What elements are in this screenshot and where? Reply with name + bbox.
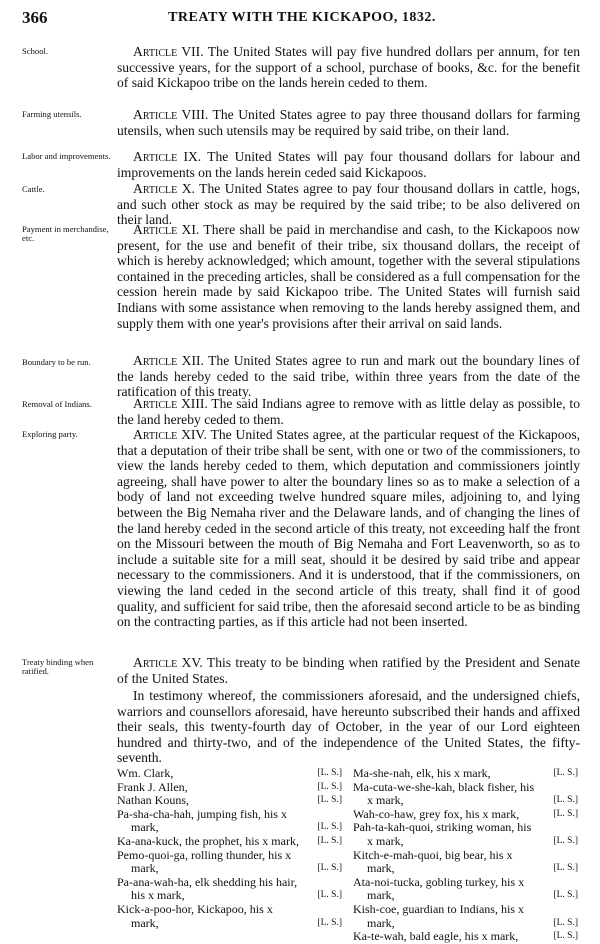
- seal-mark: [L. S.]: [317, 835, 342, 846]
- article-label: Article XIII.: [133, 396, 208, 411]
- testimony-paragraph: [117, 688, 580, 766]
- seal-mark: [L. S.]: [553, 863, 578, 874]
- article-label: Article X.: [133, 181, 195, 196]
- article-text: The United States agree to pay three thousand dollars for farming utensils, when such utensils may be required by said tribe, on their land.: [117, 107, 580, 138]
- signer-name: Kitch-e-mah-quoi, big bear, his x mark,: [353, 847, 513, 876]
- sidenote-labor: Labor and improvements.: [22, 151, 111, 161]
- article-text: The United States will pay four thousand dollars for labour and improvements on the lands herein ceded said Kickapoos.: [117, 149, 580, 180]
- article-xii: [117, 353, 580, 400]
- article-text: The United States agree, at the particular request of the Kickapoos, that a deputation of their tribe shall be sent, with one or two of the commissioners, to view the lands hereby ceded to them, which deputation and commissioners jointly agreeing, shall have power to alter the boundary lines so as to make a selection of a body of land not exceeding twelve hundred square miles, adjoining to, and lying between the Big Nemaha river and the Delaware lands, and of changing the lines of the land hereby ceded in the second article of this treaty, not exceeding half the front on the Missouri between the mouth of Big Nemaha and Fort Leavenworth, so as to include a suitable site for a mill seat, should it be desired by said tribe and appear necessary to the commissioners. And it is understood, that if the commissioners, on viewing the land ceded in the second article of this treaty, shall find it of good quality, and sufficient for said tribe, then the aforesaid second article to be as binding on the contracting parties, as if this article had not been inserted.: [117, 427, 581, 630]
- signature: [117, 903, 344, 930]
- sidenote-boundary: Boundary to be run.: [22, 357, 91, 367]
- seal-mark: [L. S.]: [317, 781, 342, 792]
- sidenote-payment: Payment in merchandise, etc.: [22, 224, 109, 243]
- signer-name: Ma-cuta-we-she-kah, black fisher, his x mark,: [353, 779, 535, 808]
- signer-name: Pah-ta-kah-quoi, striking woman, his x mark,: [353, 820, 532, 848]
- signatures-right-column: [353, 767, 580, 944]
- signature: [117, 794, 344, 808]
- signer-name: Wah-co-haw, grey fox, his x mark,: [353, 806, 520, 821]
- testimony-text: In testimony whereof, the commissioners aforesaid, and the undersigned chiefs, warriors and counsellors aforesaid, have hereunto subscribed their hands and affixed their seals, this twenty-fourth day of October, in the year of our Lord eighteen hundred and thirty-two, and of the independence of the United States, the fifty-seventh.: [117, 688, 580, 766]
- signer-name: Ata-noi-tucka, gobling turkey, his x mark,: [353, 874, 525, 903]
- signer-name: Kish-coe, guardian to Indians, his x mark,: [353, 901, 524, 930]
- signer-name: Pa-ana-wah-ha, elk shedding his hair, his x mark,: [117, 874, 298, 903]
- seal-mark: [L. S.]: [553, 931, 578, 942]
- article-label: Article VII.: [133, 44, 204, 59]
- sidenote-farming: Farming utensils.: [22, 109, 82, 119]
- seal-mark: [L. S.]: [317, 890, 342, 901]
- signature: [353, 821, 580, 848]
- signer-name: Wm. Clark,: [117, 766, 174, 780]
- signer-name: Pa-sha-cha-hah, jumping fish, his x mark,: [117, 806, 287, 835]
- seal-mark: [L. S.]: [317, 795, 342, 806]
- seal-mark: [L. S.]: [317, 917, 342, 928]
- article-text: The United States will pay five hundred dollars per annum, for ten successive years, for the support of a school, purchase of books, &c. for the benefit of said Kickapoo tribe on the lands herein ceded to them.: [117, 44, 580, 91]
- signature: [117, 808, 344, 835]
- signer-name: Kick-a-poo-hor, Kickapoo, his x mark,: [117, 901, 273, 930]
- seal-mark: [L. S.]: [553, 890, 578, 901]
- article-vii: [117, 44, 580, 91]
- article-text: There shall be paid in merchandise and cash, to the Kickapoos now present, for the use and benefit of their tribe, six thousand dollars, the receipt of which is hereby acknowledged; which amount, together with the several stipulations contained in the preceding articles, shall be considered as a full compensation for the cession herein made by said Kickapoo tribe. The United States will furnish said Indians with some assistance when removing to the lands hereby assigned them, and supply them with one year's provisions after their arrival on said lands.: [117, 222, 580, 331]
- running-head: TREATY WITH THE KICKAPOO, 1832.: [168, 10, 436, 25]
- article-xiv: [117, 427, 580, 630]
- sidenote-removal: Removal of Indians.: [22, 399, 92, 409]
- signature: [353, 849, 580, 876]
- signatures-left-column: [117, 767, 344, 930]
- page-header: [22, 8, 582, 30]
- article-label: Article XII.: [133, 353, 204, 368]
- seal-mark: [L. S.]: [553, 795, 578, 806]
- article-viii: [117, 107, 580, 138]
- signature: [353, 930, 580, 944]
- sidenote-cattle: Cattle.: [22, 184, 45, 194]
- page-number: 366: [22, 8, 48, 27]
- sidenote-school: School.: [22, 46, 49, 56]
- article-xi: [117, 222, 580, 331]
- article-text: This treaty to be binding when ratified by the President and Senate of the United States.: [117, 655, 580, 686]
- signer-name: Frank J. Allen,: [117, 779, 188, 794]
- article-text: The United States agree to pay four thousand dollars in cattle, hogs, and such other stock as may be required by the said tribe; to be also delivered on their land.: [117, 181, 580, 228]
- signature: [117, 849, 344, 876]
- signature: [117, 781, 344, 795]
- signer-name: Ka-ana-kuck, the prophet, his x mark,: [117, 833, 299, 848]
- article-label: Article IX.: [133, 149, 202, 164]
- article-text: The said Indians agree to remove with as little delay as possible, to the land hereby ceded to them.: [117, 396, 580, 427]
- sidenote-treaty: Treaty binding when ratified.: [22, 657, 94, 676]
- article-x: [117, 181, 580, 228]
- signature: [353, 781, 580, 808]
- article-text: The United States agree to run and mark out the boundary lines of the lands hereby ceded to the said tribe, within three years from the date of the ratification of this treaty.: [117, 353, 580, 400]
- signer-name: Nathan Kouns,: [117, 793, 189, 808]
- seal-mark: [L. S.]: [317, 768, 342, 778]
- article-label: Article VIII.: [133, 107, 209, 122]
- signature: [353, 808, 580, 822]
- article-xiii: [117, 396, 580, 427]
- signer-name: Ka-te-wah, bald eagle, his x mark,: [353, 929, 519, 944]
- article-label: Article XV.: [133, 655, 203, 670]
- signature: [117, 835, 344, 849]
- article-label: Article XIV.: [133, 427, 207, 442]
- article-label: Article XI.: [133, 222, 200, 237]
- signer-name: Pemo-quoi-ga, rolling thunder, his x mark,: [117, 847, 292, 876]
- article-ix: [117, 149, 580, 180]
- signer-name: Ma-she-nah, elk, his x mark,: [353, 766, 491, 780]
- sidenote-exploring: Exploring party.: [22, 429, 78, 439]
- signature: [353, 876, 580, 903]
- seal-mark: [L. S.]: [553, 808, 578, 819]
- signature: [353, 903, 580, 930]
- seal-mark: [L. S.]: [553, 768, 578, 778]
- seal-mark: [L. S.]: [553, 835, 578, 846]
- seal-mark: [L. S.]: [317, 863, 342, 874]
- signature: [353, 767, 580, 781]
- signature: [117, 767, 344, 781]
- article-xv: [117, 655, 580, 686]
- signature: [117, 876, 344, 903]
- seal-mark: [L. S.]: [553, 917, 578, 928]
- seal-mark: [L. S.]: [317, 822, 342, 833]
